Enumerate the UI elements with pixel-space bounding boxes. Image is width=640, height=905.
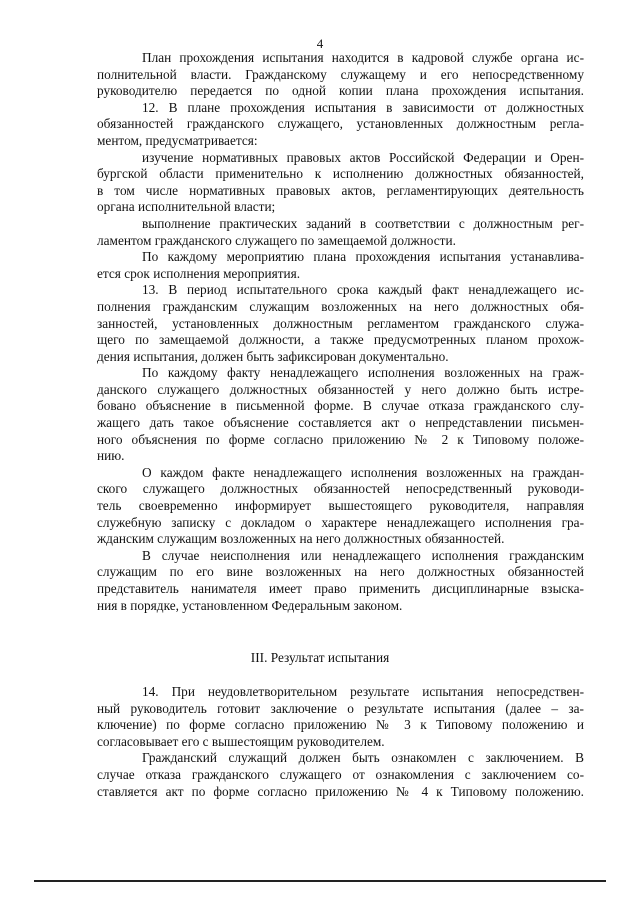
text-line: тель своевременно информирует вышестоящего руководителя, направляя (97, 498, 584, 514)
text-line: ется срок исполнения мероприятия. (97, 265, 301, 281)
text-line: органа исполнительной власти; (97, 199, 276, 215)
text-line: По каждому факту ненадлежащего исполнения возложенных на граж- (142, 365, 584, 381)
text-line: случае отказа гражданского служащего от ознакомления с заключением со- (97, 766, 584, 782)
body-text-bottom (97, 684, 584, 800)
text-line: выполнение практических заданий в соответствии с должностным рег- (142, 215, 584, 231)
text-line: План прохождения испытания находится в кадровой службе органа ис- (142, 50, 584, 65)
text-line: ключение) по форме согласно приложению № 3 к Типовому положению и (97, 717, 584, 733)
text-line: В случае неисполнения или ненадлежащего исполнения гражданским (142, 547, 584, 563)
text-line: ментом, предусматривается: (97, 132, 258, 148)
text-line: занностей, установленных должностным регламентом гражданского служа- (97, 315, 584, 331)
section-heading: III. Результат испытания (250, 650, 390, 665)
text-line: бургской области применительно к исполнению должностных обязанностей, (97, 166, 584, 182)
text-line: О каждом факте ненадлежащего исполнения возложенных на граждан- (142, 464, 584, 480)
text-line: щего по замещаемой должности, а также предусмотренных планом прохож- (97, 332, 584, 348)
text-line: ния в порядке, установленном Федеральным законом. (97, 597, 403, 613)
text-line: 12. В плане прохождения испытания в зависимости от должностных (142, 99, 584, 115)
text-line: ского служащего должностных обязанностей непосредственный руководи- (97, 481, 584, 497)
text-line: полнительной власти. Гражданскому служащему и его непосредственному (97, 66, 584, 82)
text-line: согласовывает его с вышестоящим руководителем. (97, 733, 385, 749)
text-line: обязанностей гражданского служащего, установленных должностным регла- (97, 116, 584, 132)
text-line: ламентом гражданского служащего по замещаемой должности. (97, 232, 456, 248)
text-line: жданским служащим возложенных на него должностных обязанностей. (97, 531, 505, 547)
text-line: бовано объяснение в письменной форме. В случае отказа гражданского слу- (97, 398, 584, 414)
text-line: Гражданский служащий должен быть ознакомлен с заключением. В (142, 750, 584, 766)
text-line: в том числе нормативных правовых актов, регламентирующих деятельность (97, 182, 584, 198)
text-line: дения испытания, должен быть зафиксирован документально. (97, 348, 449, 364)
text-line: ного объяснения по форме согласно приложению № 2 к Типовому положе- (97, 431, 584, 447)
text-line: полнения гражданским служащим возложенных на него должностных обя- (97, 298, 584, 314)
text-line: жащего дать такое объяснение составляется акт о непредставлении письмен- (97, 415, 584, 431)
text-line: служащим по его вине возложенных на него должностных обязанностей (97, 564, 584, 580)
text-line: данского служащего должностных обязанностей у него должно быть истре- (97, 381, 584, 397)
text-line: руководителю передается по одной копии плана прохождения испытания. (97, 83, 584, 99)
text-line: нию. (97, 448, 125, 464)
text-line: ставляется акт по форме согласно приложению № 4 к Типовому положению. (97, 783, 584, 799)
text-line: ный руководитель готовит заключение о результате испытания (далее – за- (97, 700, 584, 716)
text-line: изучение нормативных правовых актов Российской Федерации и Орен- (142, 149, 584, 165)
page-number: 4 (316, 36, 324, 51)
text-line: По каждому мероприятию плана прохождения испытания устанавлива- (142, 249, 584, 265)
body-text-top (97, 50, 584, 614)
text-line: служебную записку с докладом о характере ненадлежащего исполнения гра- (97, 514, 584, 530)
text-line: представитель нанимателя имеет право применить дисциплинарные взыска- (97, 581, 584, 596)
text-line: 14. При неудовлетворительном результате испытания непосредствен- (142, 684, 584, 699)
text-line: 13. В период испытательного срока каждый факт ненадлежащего ис- (142, 282, 584, 298)
footer-rule (34, 880, 606, 882)
